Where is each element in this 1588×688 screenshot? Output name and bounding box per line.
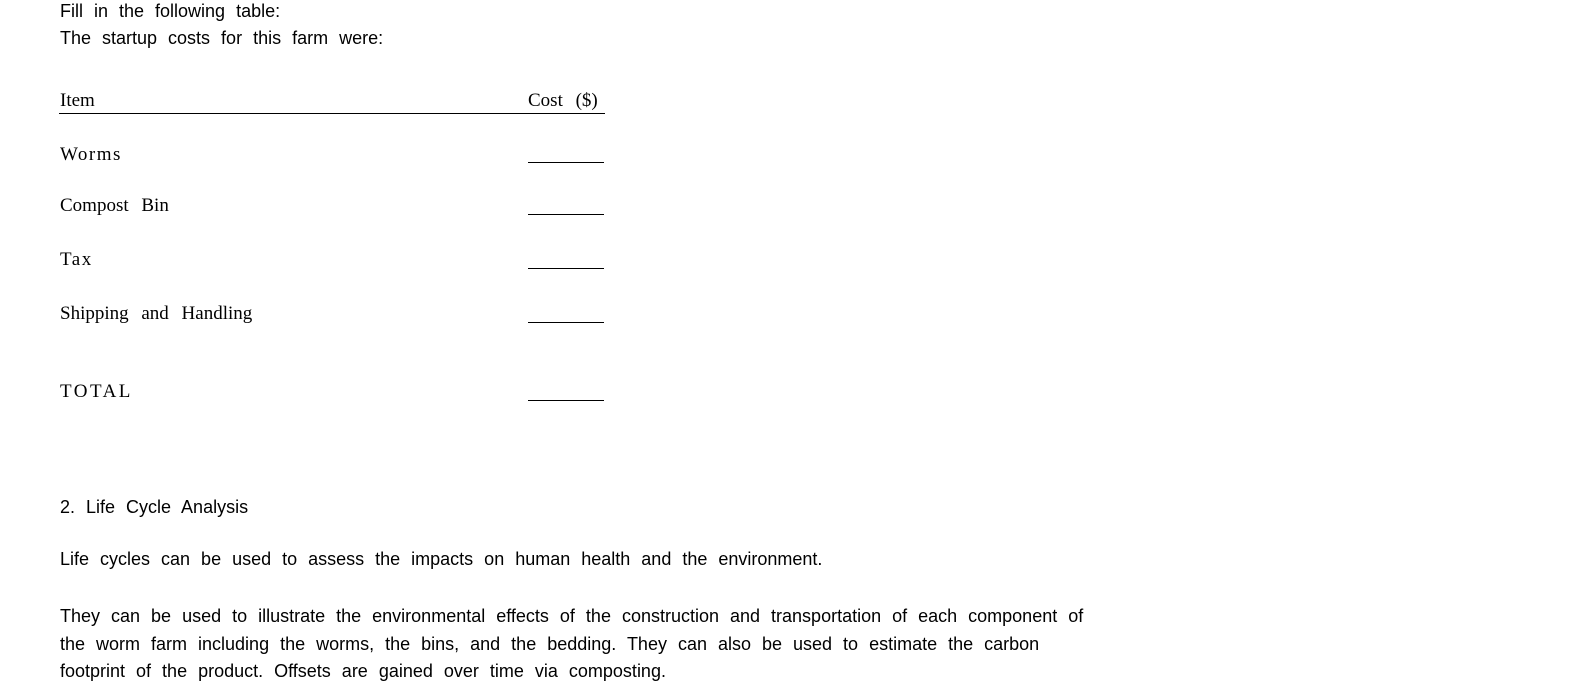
paragraph-line: footprint of the product. Offsets are gained over time via composting. [60,661,666,681]
cost-blank-shipping[interactable] [528,322,604,323]
startup-costs-text: The startup costs for this farm were: [60,28,384,48]
table-row-label-shipping: Shipping and Handling [60,303,253,324]
table-row-label-worms: Worms [60,144,122,165]
cost-blank-compost-bin[interactable] [528,214,604,215]
table-header-rule [59,113,605,114]
cost-blank-total[interactable] [528,400,604,401]
table-header-cost: Cost ($) [528,90,598,111]
paragraph-line: the worm farm including the worms, the bins, and the bedding. They can also be used to estimate the carbon [60,633,1040,654]
instruction-text: Fill in the following table: [60,1,281,21]
section-heading: 2. Life Cycle Analysis [60,497,249,517]
cost-blank-worms[interactable] [528,162,604,163]
table-total-label: TOTAL [60,381,133,402]
environmental-paragraph [60,603,1083,686]
life-cycle-paragraph: Life cycles can be used to assess the impacts on human health and the environment. [60,549,823,569]
paragraph-line: They can be used to illustrate the environmental effects of the construction and transportation of each component of [60,606,1084,626]
table-header-item: Item [60,90,95,111]
cost-blank-tax[interactable] [528,268,604,269]
table-row-label-tax: Tax [60,249,93,270]
table-row-label-compost-bin: Compost Bin [60,195,169,216]
